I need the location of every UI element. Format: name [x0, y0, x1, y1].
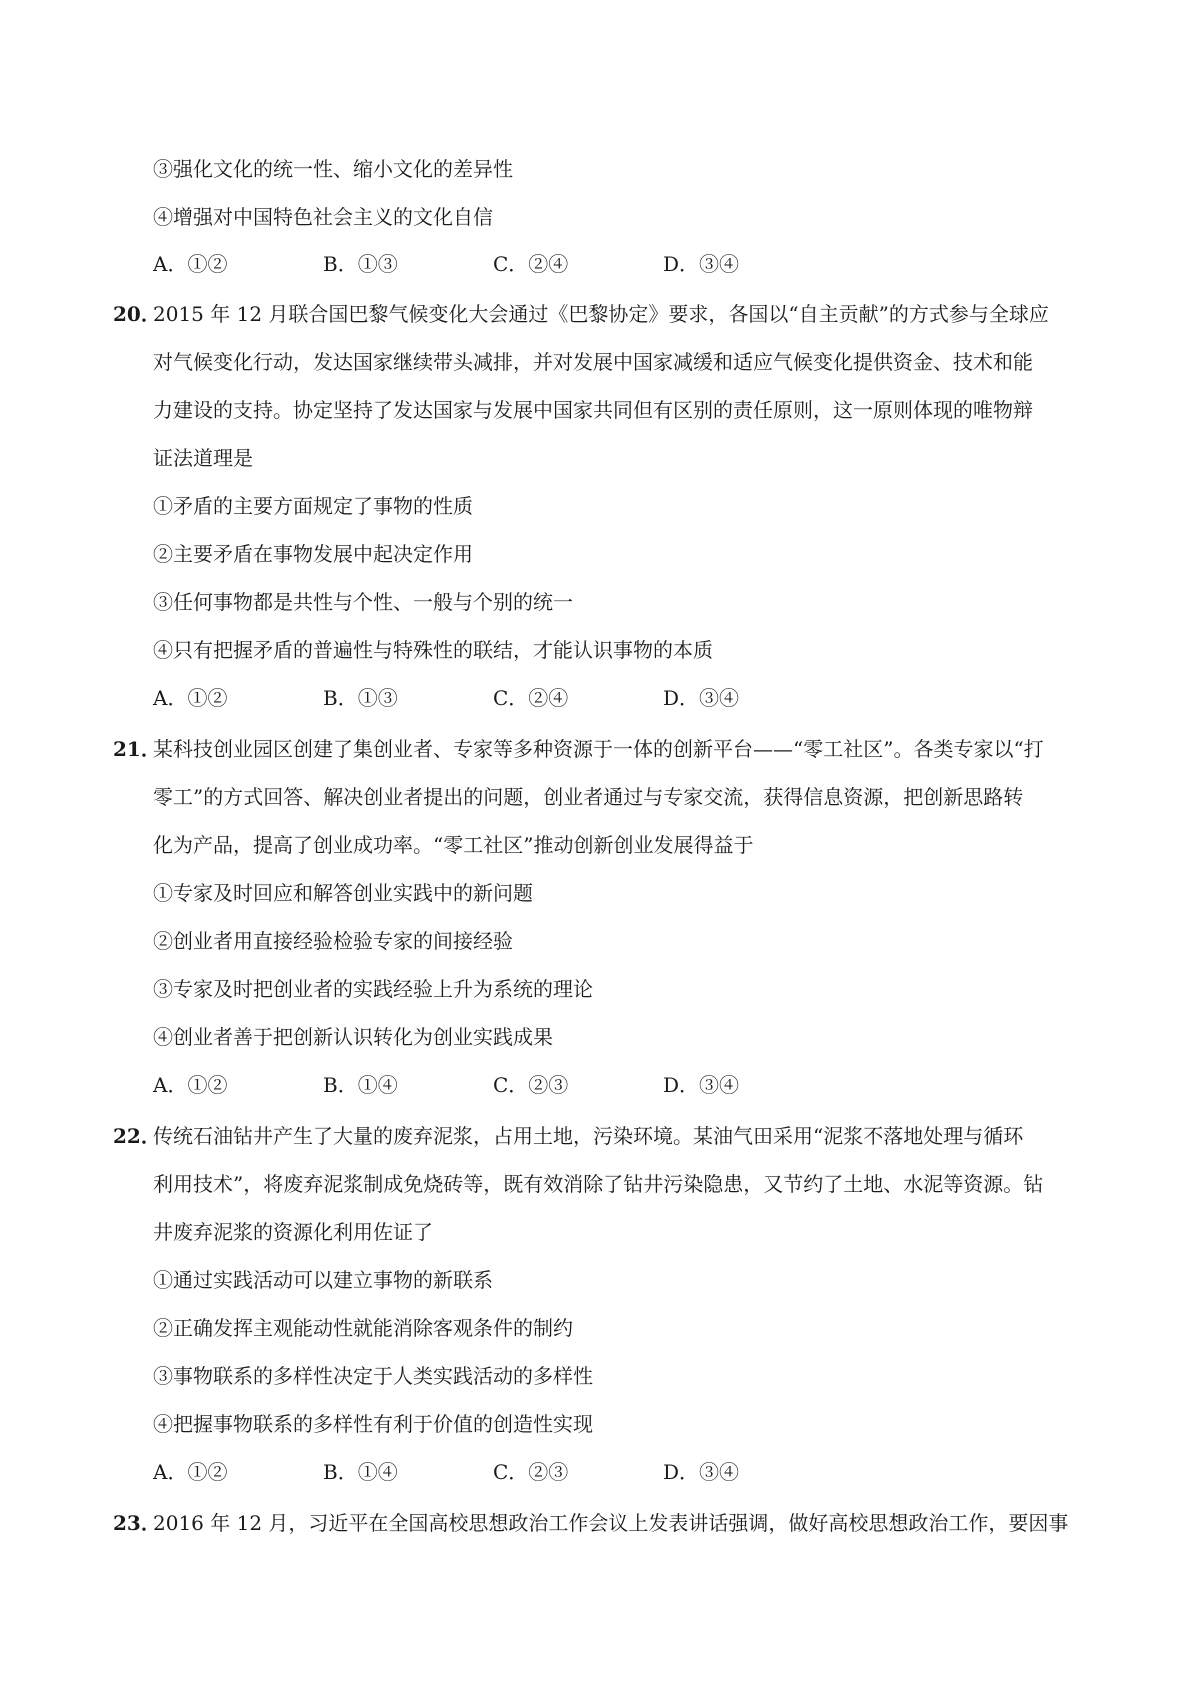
q20-stem-line: 2015 年 12 月联合国巴黎气候变化大会通过《巴黎协定》要求，各国以“自主贡献”的方式参与全球应 — [153, 302, 1049, 326]
choice-b[interactable]: B．①③ — [323, 252, 398, 276]
q20-option-2: ②主要矛盾在事物发展中起决定作用 — [153, 542, 473, 566]
q21-stem-line: 零工”的方式回答、解决创业者提出的问题，创业者通过与专家交流，获得信息资源，把创新思路转 — [153, 785, 1024, 809]
q22-option-1: ①通过实践活动可以建立事物的新联系 — [153, 1268, 493, 1292]
choice-b[interactable]: B．①④ — [323, 1073, 398, 1097]
q20-stem-line: 力建设的支持。协定坚持了发达国家与发展中国家共同但有区别的责任原则，这一原则体现的唯物辩 — [153, 398, 1033, 422]
choice-c[interactable]: C．②③ — [493, 1073, 569, 1097]
choice-c[interactable]: C．②③ — [493, 1460, 569, 1484]
q21-option-2: ②创业者用直接经验检验专家的间接经验 — [153, 929, 513, 953]
q19-option-3: ③强化文化的统一性、缩小文化的差异性 — [153, 157, 513, 181]
q20-option-4: ④只有把握矛盾的普遍性与特殊性的联结，才能认识事物的本质 — [153, 638, 713, 662]
q20-stem-line: 证法道理是 — [153, 446, 253, 470]
choice-d[interactable]: D．③④ — [663, 1460, 740, 1484]
choice-a[interactable]: A．①② — [153, 686, 228, 710]
choice-b[interactable]: B．①④ — [323, 1460, 398, 1484]
q22-number: 22． — [113, 1124, 161, 1148]
choice-d[interactable]: D．③④ — [663, 686, 740, 710]
choice-c[interactable]: C．②④ — [493, 686, 569, 710]
q20-stem-line: 对气候变化行动，发达国家继续带头减排，并对发展中国家减缓和适应气候变化提供资金、技术和能 — [153, 350, 1033, 374]
q21-option-1: ①专家及时回应和解答创业实践中的新问题 — [153, 881, 533, 905]
q20-option-1: ①矛盾的主要方面规定了事物的性质 — [153, 494, 473, 518]
choice-d[interactable]: D．③④ — [663, 1073, 740, 1097]
q23-number: 23． — [113, 1511, 161, 1535]
q22-option-2: ②正确发挥主观能动性就能消除客观条件的制约 — [153, 1316, 573, 1340]
q22-option-4: ④把握事物联系的多样性有利于价值的创造性实现 — [153, 1412, 593, 1436]
q21-option-4: ④创业者善于把创新认识转化为创业实践成果 — [153, 1025, 553, 1049]
q22-stem-line: 传统石油钻井产生了大量的废弃泥浆，占用土地，污染环境。某油气田采用“泥浆不落地处理与循环 — [153, 1124, 1024, 1148]
choice-c[interactable]: C．②④ — [493, 252, 569, 276]
choice-a[interactable]: A．①② — [153, 1460, 228, 1484]
q21-stem-line: 某科技创业园区创建了集创业者、专家等多种资源于一体的创新平台——“零工社区”。各类专家以“打 — [153, 737, 1044, 761]
q20-number: 20． — [113, 302, 161, 326]
q22-option-3: ③事物联系的多样性决定于人类实践活动的多样性 — [153, 1364, 593, 1388]
q19-option-4: ④增强对中国特色社会主义的文化自信 — [153, 205, 493, 229]
q21-option-3: ③专家及时把创业者的实践经验上升为系统的理论 — [153, 977, 593, 1001]
choice-a[interactable]: A．①② — [153, 1073, 228, 1097]
q21-stem-line: 化为产品，提高了创业成功率。“零工社区”推动创新创业发展得益于 — [153, 833, 754, 857]
q22-stem-line: 井废弃泥浆的资源化利用佐证了 — [153, 1220, 433, 1244]
q22-stem-line: 利用技术”，将废弃泥浆制成免烧砖等，既有效消除了钻井污染隐患，又节约了土地、水泥等资源。钻 — [153, 1172, 1044, 1196]
choice-a[interactable]: A．①② — [153, 252, 228, 276]
choice-b[interactable]: B．①③ — [323, 686, 398, 710]
choice-d[interactable]: D．③④ — [663, 252, 740, 276]
q21-number: 21． — [113, 737, 161, 761]
q23-stem-line: 2016 年 12 月，习近平在全国高校思想政治工作会议上发表讲话强调，做好高校思想政治工作，要因事 — [153, 1511, 1069, 1535]
q20-option-3: ③任何事物都是共性与个性、一般与个别的统一 — [153, 590, 573, 614]
